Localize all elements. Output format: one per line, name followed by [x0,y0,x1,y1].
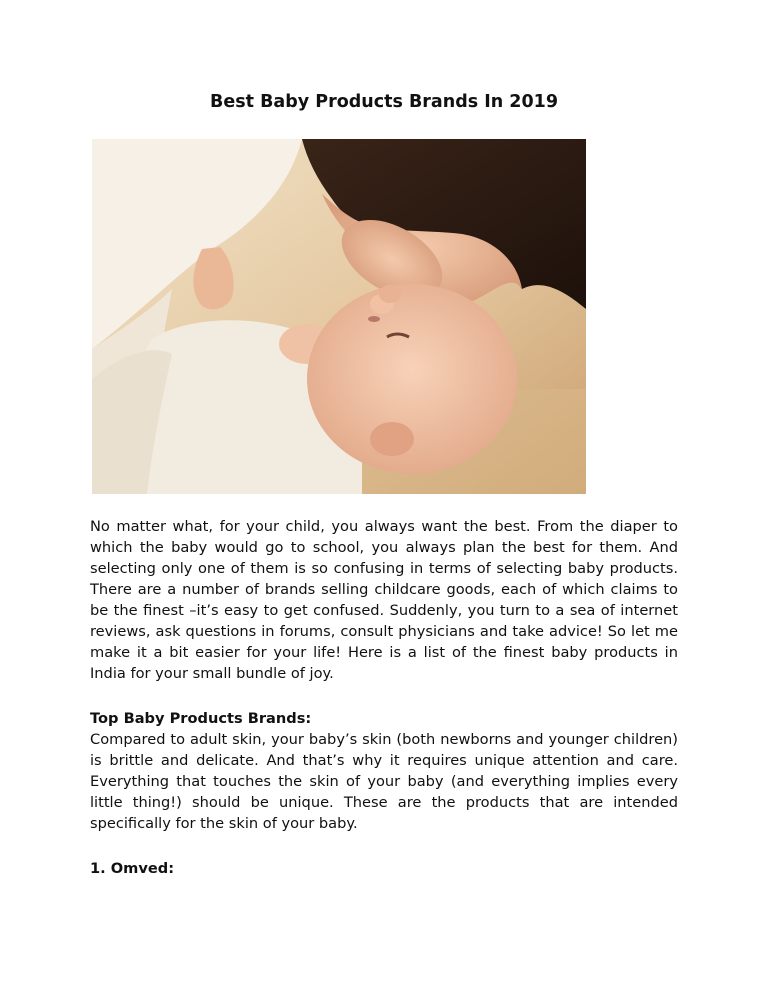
mother-baby-photo [92,139,586,494]
section-heading: Top Baby Products Brands: [90,710,312,727]
skin-care-paragraph: Compared to adult skin, your baby’s skin (both newborns and younger children) is brittle and delicate. And that’s why it requires unique attention and care. Everything that touches the skin of your baby (and everything implies every little thing!) should be unique. These are the products that are intended specifically for the skin of your baby. [90,731,678,832]
list-item-heading: 1. Omved: [90,860,175,877]
document-title: Best Baby Products Brands In 2019 [209,92,558,112]
intro-paragraph: No matter what, for your child, you always want the best. From the diaper to which the baby would go to school, you always plan the best for them. And selecting only one of them is so confusing in terms of selecting baby products. There are a number of brands selling childcare goods, each of which claims to be the finest –it’s easy to get confused. Suddenly, you turn to a sea of internet reviews, ask questions in forums, consult physicians and take advice! So let me make it a bit easier for your life! Here is a list of the finest baby products in India for your small bundle of joy. [90,518,678,682]
